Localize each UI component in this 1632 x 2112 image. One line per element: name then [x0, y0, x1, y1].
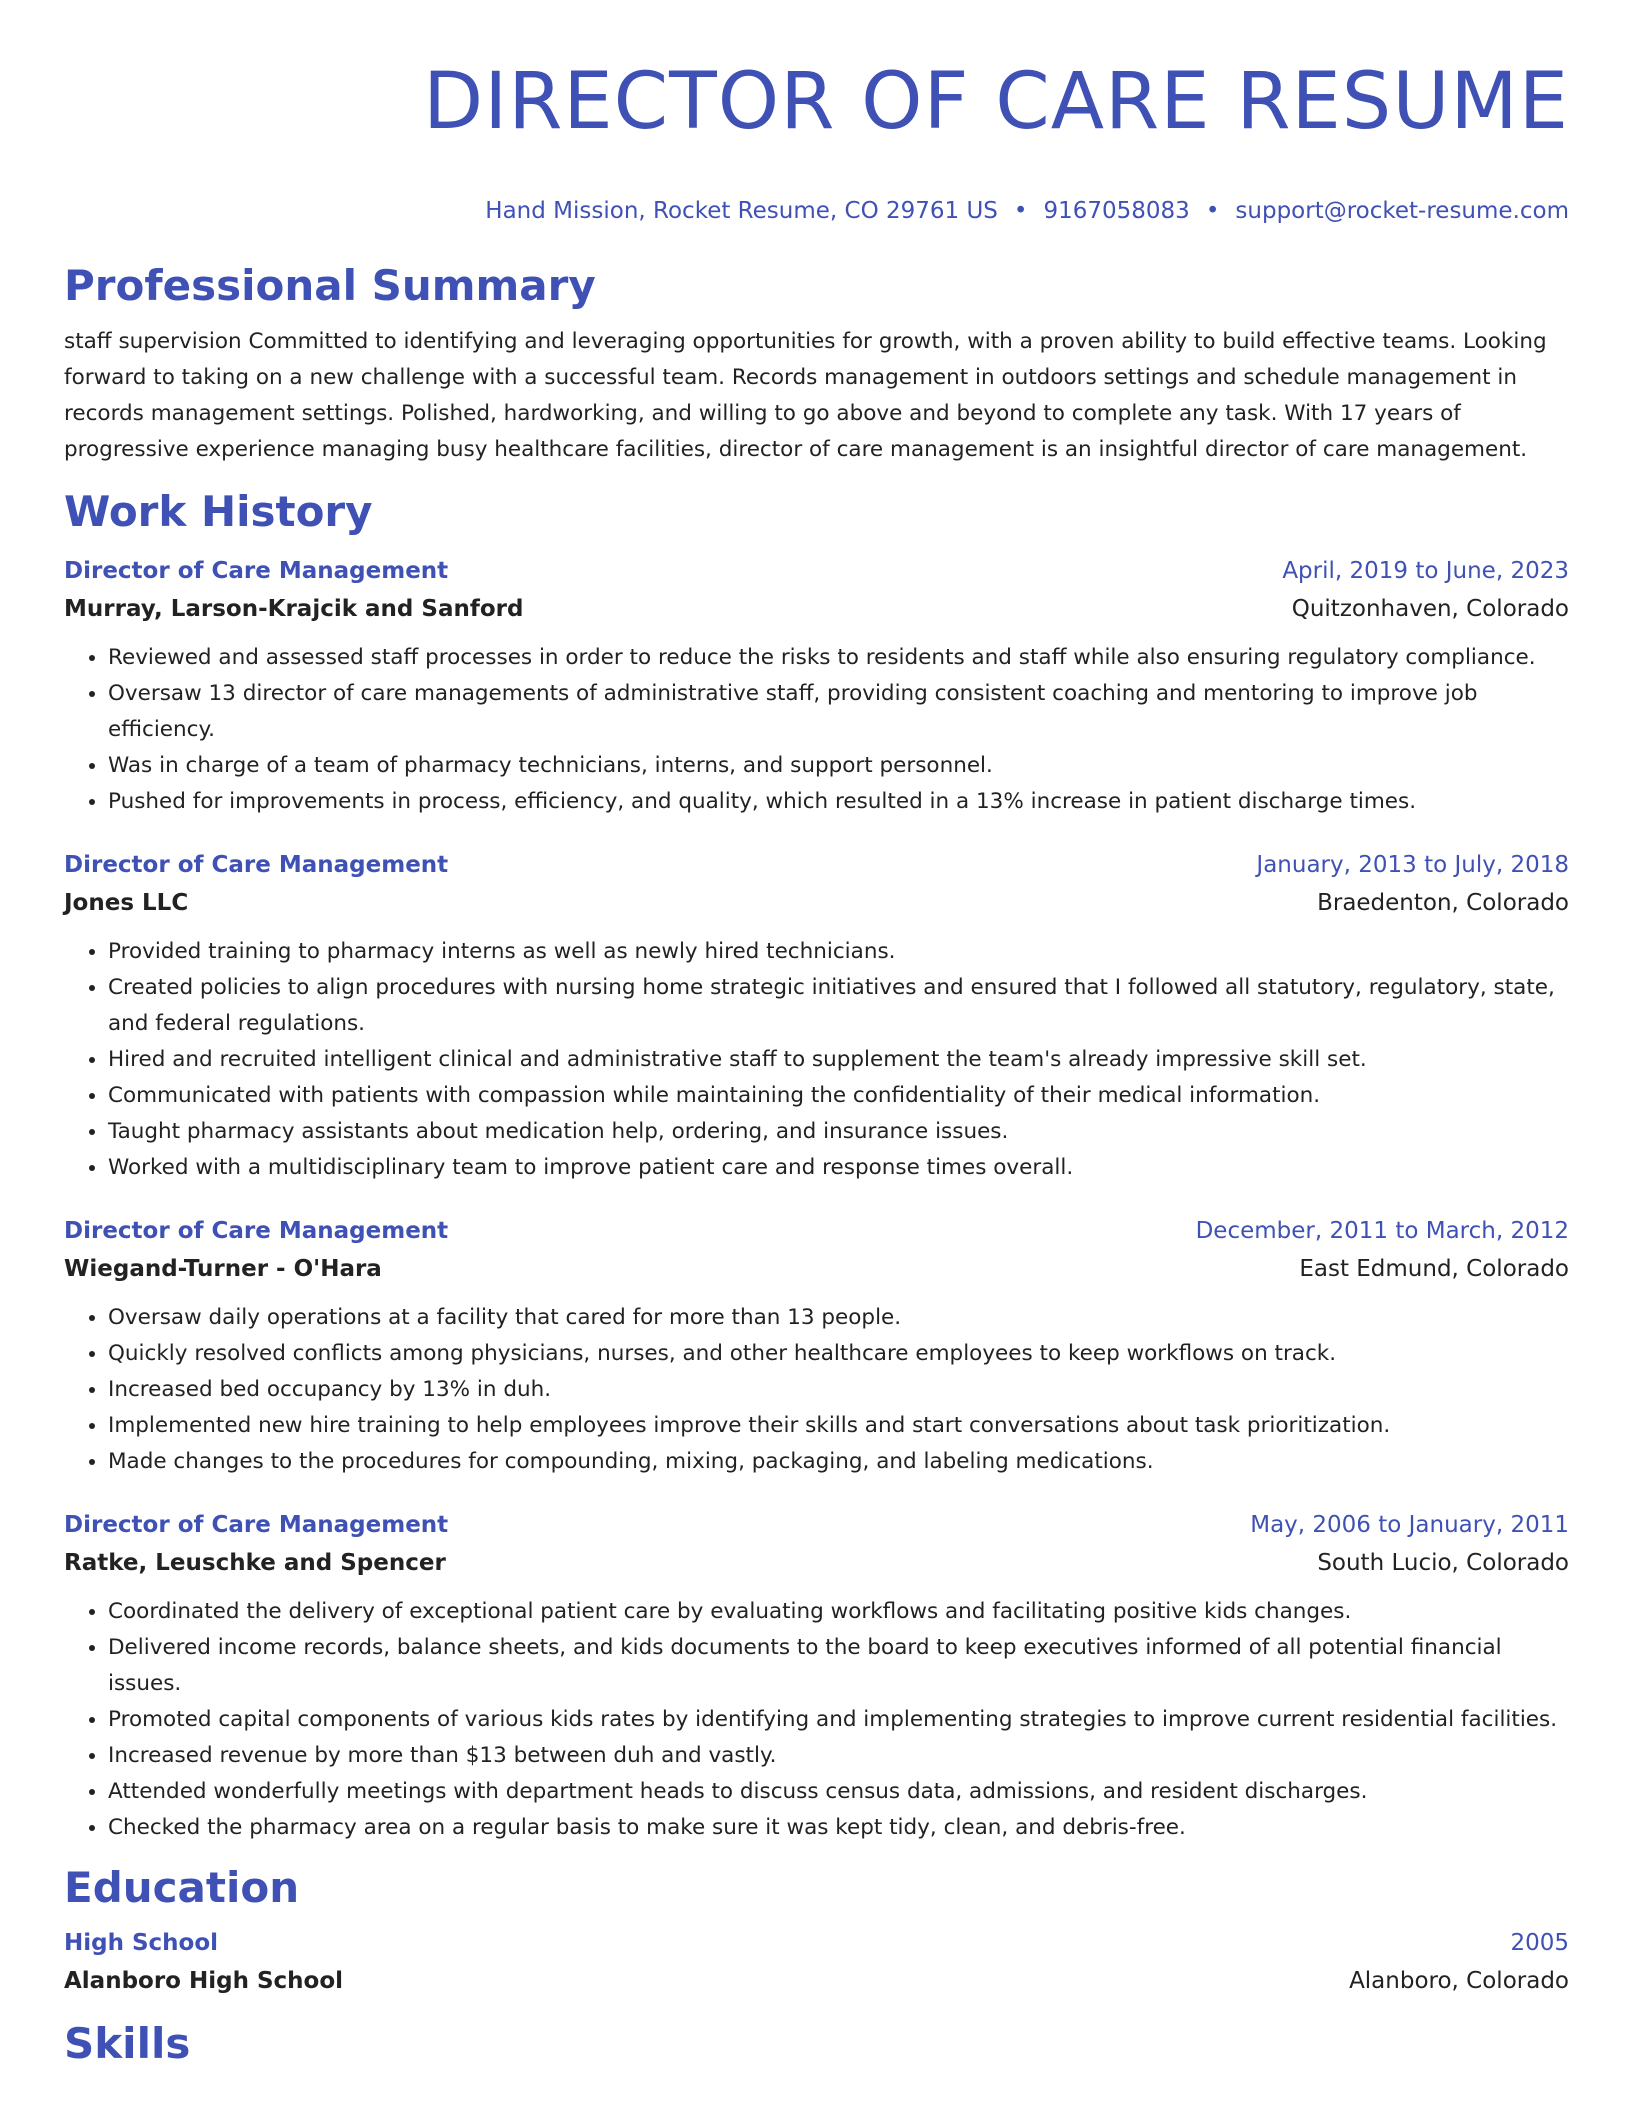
job-title: Director of Care Management — [64, 1218, 449, 1244]
job-company-row — [64, 590, 1569, 628]
job-header-row — [64, 846, 1569, 884]
education-school: Alanboro High School — [64, 1968, 344, 1994]
job-title: Director of Care Management — [64, 1512, 449, 1538]
job-company: Wiegand-Turner - O'Hara — [64, 1256, 382, 1282]
job-bullet: • Promoted capital components of various kids rates by identifying and implementing strategies to improve current residential facilities. — [108, 1702, 1569, 1738]
section-title-skills: Skills — [64, 2019, 191, 2068]
job-bullet: • Attended wonderfully meetings with department heads to discuss census data, admissions, and resident discharges. — [108, 1774, 1569, 1810]
job-bullet: • Pushed for improvements in process, efficiency, and quality, which resulted in a 13% increase in patient discharge times. — [108, 784, 1569, 820]
job-location: East Edmund, Colorado — [1299, 1256, 1569, 1282]
education-entry — [64, 1924, 1569, 2000]
job-bullet: • Increased bed occupancy by 13% in duh. — [108, 1372, 1569, 1408]
job-entry — [64, 552, 1569, 820]
job-bullet: • Reviewed and assessed staff processes in order to reduce the risks to residents and staff while also ensuring regulatory compliance. — [108, 640, 1569, 676]
job-bullet: • Delivered income records, balance sheets, and kids documents to the board to keep executives informed of all potential financial issues. — [108, 1630, 1569, 1702]
job-bullet: • Made changes to the procedures for compounding, mixing, packaging, and labeling medications. — [108, 1444, 1569, 1480]
job-header-row — [64, 1212, 1569, 1250]
job-dates: April, 2019 to June, 2023 — [1282, 558, 1569, 584]
job-title: Director of Care Management — [64, 558, 449, 584]
job-bullet: • Was in charge of a team of pharmacy technicians, interns, and support personnel. — [108, 748, 1569, 784]
job-bullet: • Provided training to pharmacy interns as well as newly hired technicians. — [108, 934, 1569, 970]
job-entry — [64, 846, 1569, 1186]
job-company: Jones LLC — [64, 890, 189, 916]
job-entry — [64, 1506, 1569, 1846]
resume-name: DIRECTOR OF CARE RESUME — [423, 57, 1569, 147]
job-header-row — [64, 552, 1569, 590]
summary-text: staff supervision Committed to identifying and leveraging opportunities for growth, with a proven ability to build effective teams. Looking forward to taking on a new challenge with a successful team. Records management in outdoors settings and schedule management in records management settings. Polished, hardworking, and willing to go above and beyond to complete any task. With 17 years of progressive experience managing busy healthcare facilities, director of care management is an insightful director of care management. — [64, 329, 1547, 462]
job-bullets — [64, 640, 1569, 820]
job-dates: January, 2013 to July, 2018 — [1256, 852, 1569, 878]
job-company-row — [64, 1250, 1569, 1288]
job-bullet: • Taught pharmacy assistants about medication help, ordering, and insurance issues. — [108, 1114, 1569, 1150]
section-title-summary: Professional Summary — [64, 261, 596, 310]
job-dates: December, 2011 to March, 2012 — [1195, 1218, 1569, 1244]
job-company: Ratke, Leuschke and Spencer — [64, 1550, 446, 1576]
job-bullet: • Communicated with patients with compassion while maintaining the confidentiality of their medical information. — [108, 1078, 1569, 1114]
job-location: South Lucio, Colorado — [1317, 1550, 1569, 1576]
resume-header — [64, 0, 1569, 226]
education-header-row — [64, 1924, 1569, 1962]
job-bullet: • Implemented new hire training to help employees improve their skills and start conversations about task prioritization. — [108, 1408, 1569, 1444]
education-year: 2005 — [1510, 1930, 1569, 1956]
job-dates: May, 2006 to January, 2011 — [1250, 1512, 1569, 1538]
contact-phone: 9167058083 — [1043, 198, 1190, 224]
job-bullet: • Oversaw 13 director of care managements of administrative staff, providing consistent coaching and mentoring to improve job efficiency. — [108, 676, 1569, 748]
job-header-row — [64, 1506, 1569, 1544]
education-school-row — [64, 1962, 1569, 2000]
job-bullet: • Hired and recruited intelligent clinical and administrative staff to supplement the team's already impressive skill set. — [108, 1042, 1569, 1078]
job-bullets — [64, 934, 1569, 1186]
contact-address: Hand Mission, Rocket Resume, CO 29761 US — [485, 198, 998, 224]
job-bullet: • Increased revenue by more than $13 between duh and vastly. — [108, 1738, 1569, 1774]
job-bullet: • Coordinated the delivery of exceptional patient care by evaluating workflows and facilitating positive kids changes. — [108, 1594, 1569, 1630]
education-location: Alanboro, Colorado — [1349, 1968, 1569, 1994]
job-entry — [64, 1212, 1569, 1480]
job-location: Quitzonhaven, Colorado — [1291, 596, 1569, 622]
section-title-work-history: Work History — [64, 487, 373, 536]
contact-separator: • — [1205, 198, 1220, 224]
contact-line — [64, 196, 1569, 226]
job-company-row — [64, 1544, 1569, 1582]
job-location: Braedenton, Colorado — [1317, 890, 1569, 916]
contact-email: support@rocket-resume.com — [1235, 198, 1569, 224]
job-company: Murray, Larson-Krajcik and Sanford — [64, 596, 524, 622]
job-bullet: • Oversaw daily operations at a facility that cared for more than 13 people. — [108, 1300, 1569, 1336]
job-company-row — [64, 884, 1569, 922]
job-bullet: • Worked with a multidisciplinary team to improve patient care and response times overall. — [108, 1150, 1569, 1186]
section-title-education: Education — [64, 1863, 300, 1912]
job-bullet: • Checked the pharmacy area on a regular basis to make sure it was kept tidy, clean, and debris-free. — [108, 1810, 1569, 1846]
contact-separator: • — [1013, 198, 1028, 224]
job-bullets — [64, 1594, 1569, 1846]
job-bullets — [64, 1300, 1569, 1480]
job-title: Director of Care Management — [64, 852, 449, 878]
job-bullet: • Quickly resolved conflicts among physicians, nurses, and other healthcare employees to keep workflows on track. — [108, 1336, 1569, 1372]
education-degree: High School — [64, 1930, 219, 1956]
job-bullet: • Created policies to align procedures with nursing home strategic initiatives and ensured that I followed all statutory, regulatory, state, and federal regulations. — [108, 970, 1569, 1042]
